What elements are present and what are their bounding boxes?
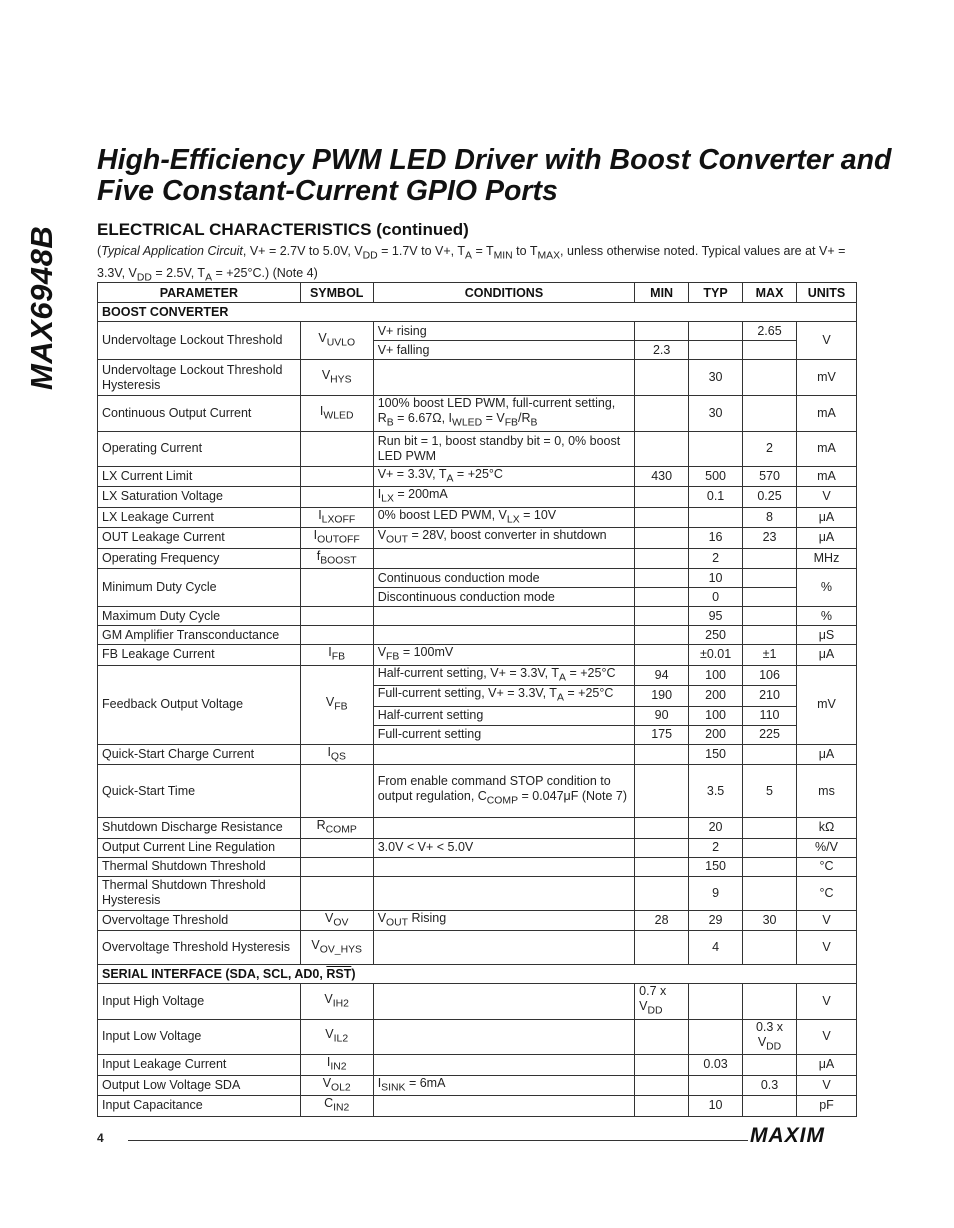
table-row: Discontinuous conduction mode 0 <box>98 588 857 607</box>
table-row: Shutdown Discharge Resistance $R_{COMP}$ 20 kΩ <box>98 818 857 839</box>
table-row: Undervoltage Lockout Threshold $V_{UVLO}$ V+ rising 2.65 V <box>98 322 857 341</box>
page-title: High-Efficiency PWM LED Driver with Boost Converter and Five Constant-Current GPIO Ports <box>97 144 892 207</box>
table-row: Quick-Start Time From enable command STOP condition to output regulation, $C_{COMP} = 0.047\mu F$ (Note 7) 3.5 5 ms <box>98 765 857 818</box>
table-row: Overvoltage Threshold $V_{OV}$ $V_{OUT}$ Rising 28 29 30 V <box>98 910 857 931</box>
section-row <box>98 965 857 984</box>
header-conditions: CONDITIONS <box>373 283 634 303</box>
table-row: GM Amplifier Transconductance 250 μS <box>98 626 857 645</box>
maxim-logo-icon <box>750 1124 856 1146</box>
table-row: Thermal Shutdown Threshold 150 °C <box>98 857 857 876</box>
table-row: Output Low Voltage SDA $V_{OL2}$ $I_{SINK} = 6mA$ 0.3 V <box>98 1075 857 1096</box>
header-symbol: SYMBOL <box>300 283 373 303</box>
electrical-characteristics-table <box>97 282 857 1117</box>
table-row: Half-current setting 90 100 110 <box>98 706 857 725</box>
table-row: Input Low Voltage $V_{IL2}$ 0.3 x $V_{DD}$ V <box>98 1019 857 1055</box>
header-typ: TYP <box>689 283 743 303</box>
footer-rule <box>128 1140 748 1141</box>
table-row: Overvoltage Threshold Hysteresis $V_{OV\_HYS}$ 4 V <box>98 931 857 965</box>
page-number: 4 <box>97 1131 104 1145</box>
header-parameter: PARAMETER <box>98 283 301 303</box>
table-row: Quick-Start Charge Current $I_{QS}$ 150 μA <box>98 744 857 765</box>
table-header-row <box>98 283 857 303</box>
table-row: Full-current setting 175 200 225 <box>98 725 857 744</box>
table-row: Input High Voltage $V_{IH2}$ 0.7 x $V_{DD}$ V <box>98 984 857 1020</box>
header-units: UNITS <box>796 283 856 303</box>
header-max: MAX <box>743 283 797 303</box>
header-min: MIN <box>635 283 689 303</box>
table-row: Operating Current Run bit = 1, boost standby bit = 0, 0% boost LED PWM 2 mA <box>98 431 857 466</box>
table-row: Full-current setting, V+ = 3.3V, $T_A = +25^\circ C$ 190 200 210 <box>98 686 857 707</box>
table-row: OUT Leakage Current $I_{OUTOFF}$ $V_{OUT} = 28V$, boost converter in shutdown 16 23 μA <box>98 528 857 549</box>
table-row: LX Current Limit V+ = 3.3V, $T_A = +25^\circ C$ 430 500 570 mA <box>98 466 857 487</box>
table-row: Output Current Line Regulation 3.0V < V+ < 5.0V 2 %/V <box>98 838 857 857</box>
table-row: FB Leakage Current $I_{FB}$ $V_{FB} = 100mV$ ±0.01 ±1 μA <box>98 645 857 666</box>
table-row: Feedback Output Voltage $V_{FB}$ Half-current setting, V+ = 3.3V, $T_A = +25^\circ C$ 94 100 106 mV <box>98 665 857 686</box>
table-row: LX Saturation Voltage $I_{LX} = 200mA$ 0.1 0.25 V <box>98 487 857 508</box>
table-row: Maximum Duty Cycle 95 % <box>98 607 857 626</box>
section-row <box>98 303 857 322</box>
table-row: Continuous Output Current $I_{WLED}$ 100% boost LED PWM, full-current setting, $R_B = 6.67\Omega$, $I_{WLED} = V_{FB}/R_B$ 30 mA <box>98 396 857 432</box>
table-row: LX Leakage Current $I_{LXOFF}$ 0% boost LED PWM, $V_{LX} = 10V$ 8 μA <box>98 507 857 528</box>
table-row: Thermal Shutdown Threshold Hysteresis 9 °C <box>98 876 857 910</box>
table-row: Operating Frequency $f_{BOOST}$ 2 MHz <box>98 548 857 569</box>
table-row: Undervoltage Lockout Threshold Hysteresis $V_{HYS}$ 30 mV <box>98 360 857 396</box>
section-heading: ELECTRICAL CHARACTERISTICS (continued) <box>97 220 469 239</box>
section-title: SERIAL INTERFACE (SDA, SCL, AD0, $\overline{RST}$) <box>98 965 857 984</box>
conditions-note: (Typical Application Circuit, V+ = 2.7V to 5.0V, $V_{DD} = 1.7V$ to V+, $T_A = T_{MIN}$ to $T_{MAX}$, unless otherwise noted. Typical values are at V+ = 3.3V, $V_{DD} = 2.5V$, $T_A = +25^\circ C$.) (Note 4) <box>97 244 846 283</box>
maxim-logo-text: MAXIM <box>750 1124 825 1146</box>
table-row: Input Capacitance $C_{IN2}$ 10 pF <box>98 1096 857 1117</box>
table-row: Minimum Duty Cycle Continuous conduction mode 10 % <box>98 569 857 588</box>
section-title: BOOST CONVERTER <box>98 303 857 322</box>
table-row: Input Leakage Current $I_{IN2}$ 0.03 μA <box>98 1055 857 1076</box>
part-number-side-label: MAX6948B <box>24 225 59 390</box>
table-row: V+ falling 2.3 <box>98 341 857 360</box>
